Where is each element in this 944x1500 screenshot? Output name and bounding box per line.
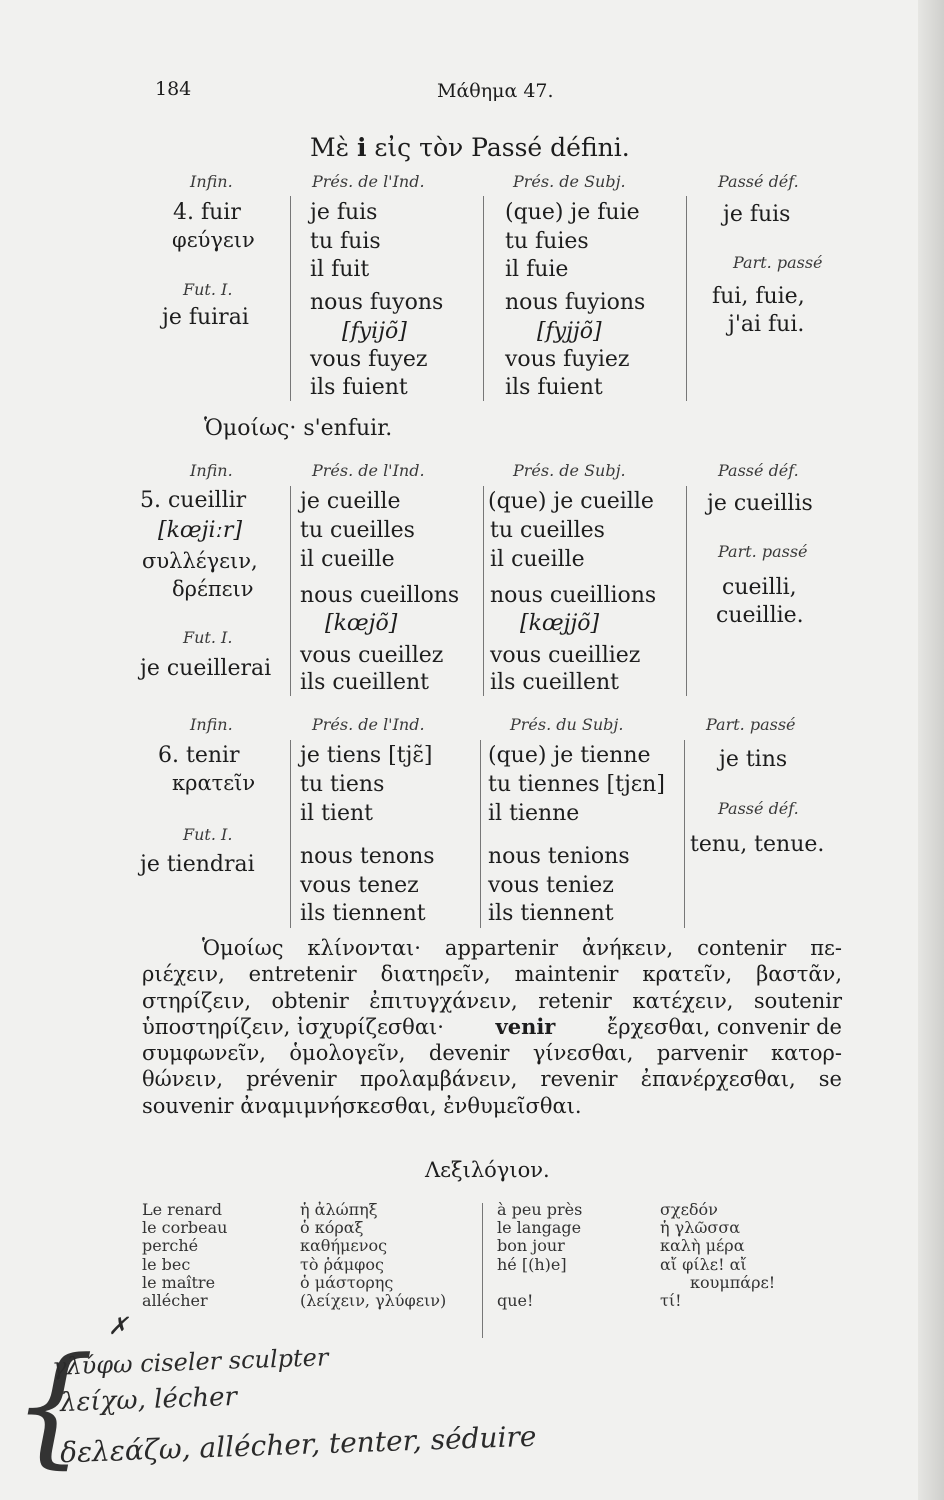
pres-subj-label: Prés. de Subj. (513, 461, 626, 480)
conj-line: il cueille (300, 547, 395, 572)
phonetic: [kœjiːr] (158, 518, 243, 543)
fut-label: Fut. I. (183, 628, 233, 647)
handwritten-note: δελεάζω, allécher, tenter, séduire (59, 1419, 537, 1470)
infin-label: Infin. (190, 172, 233, 191)
vocab-col-greek-2: σχεδόν ἡ γλῶσσα καλὴ μέρα αἴ φίλε! αἴ κουμπάρε! τί! (660, 1200, 776, 1311)
conj-line: ils cueillent (300, 670, 430, 695)
vocab-col-french-2: à peu près le langage bon jour hé [(h)e] que! (497, 1200, 583, 1310)
para-line: Ὁμοίως κλίνονται· appartenir ἀνήκειν, contenir πε- (202, 936, 842, 960)
para-line: θώνειν, prévenir προλαμβάνειν, revenir ἐπανέρχεσθαι, se (142, 1067, 842, 1092)
para-line: souvenir ἀναμιμνήσκεσθαι, ἐνθυμεῖσθαι. (142, 1093, 582, 1118)
conj-line: nous cueillions (490, 583, 657, 608)
verb-infinitive: 6. tenir (158, 743, 240, 768)
column-rule (290, 486, 291, 696)
column-rule (483, 486, 484, 696)
conj-line: vous cueilliez (490, 643, 641, 668)
participe: j'ai fui. (728, 312, 805, 337)
column-rule (290, 740, 291, 928)
future-form: je tiendrai (140, 852, 255, 877)
handwritten-mark: ✗ (108, 1312, 129, 1340)
conj-line: nous tenions (488, 844, 630, 869)
conj-line: ils cueillent (490, 670, 620, 695)
conj-line: (que) je tienne (488, 743, 651, 768)
column-rule (290, 196, 291, 401)
conj-line: vous tenez (300, 873, 419, 898)
pres-subj-label: Prés. de Subj. (513, 172, 626, 191)
pres-subj-label: Prés. du Subj. (510, 715, 624, 734)
conj-line: vous teniez (488, 873, 614, 898)
phonetic: [kœjjõ] (520, 611, 600, 636)
running-head: Μάθημα 47. (437, 80, 554, 102)
passe-defini: je tins (719, 747, 788, 772)
section-title: Μὲ i εἰς τὸν Passé défini. (310, 133, 630, 162)
col4-label: Passé déf. (718, 172, 799, 191)
passe-defini: je fuis (723, 202, 791, 227)
conj-line: il tienne (488, 801, 580, 826)
vocab-rule (482, 1203, 483, 1338)
col4-label: Part. passé (706, 715, 796, 734)
conj-line: ils tiennent (488, 901, 614, 926)
infin-label: Infin. (190, 461, 233, 480)
pres-ind-label: Prés. de l'Ind. (312, 461, 425, 480)
column-rule (686, 196, 687, 401)
para-line: ριέχειν, entretenir διατηρεῖν, maintenir κρατεῖν, βαστᾶν, (142, 962, 842, 987)
greek-translation: δρέπειν (172, 577, 254, 601)
column-rule (686, 486, 687, 696)
conj-line: il fuie (505, 257, 569, 282)
fut-label: Fut. I. (183, 825, 233, 844)
infin-label: Infin. (190, 715, 233, 734)
page-edge (918, 0, 944, 1500)
conj-line: nous cueillons (300, 583, 460, 608)
conj-line: vous fuyiez (505, 347, 630, 372)
conj-line: tu cueilles (300, 518, 415, 543)
conj-line: ils tiennent (300, 901, 426, 926)
conj-line: ils fuient (310, 375, 408, 400)
col4-label: Passé déf. (718, 461, 799, 480)
conj-line: il fuit (310, 257, 370, 282)
conj-line: nous tenons (300, 844, 435, 869)
conj-line: nous fuyions (505, 290, 646, 315)
phonetic: [kœjõ] (325, 611, 398, 636)
para-line: ὑποστηρίζειν, ἰσχυρίζεσθαι· venir ἔρχεσθαι, convenir de (142, 1013, 842, 1039)
column-rule (684, 740, 685, 928)
similar-verbs-paragraph (142, 935, 842, 1119)
conj-line: (que) je fuie (505, 200, 640, 225)
handwritten-note: λείχω, lécher (59, 1381, 238, 1419)
conj-line: je fuis (310, 200, 378, 225)
passe-defini: je cueillis (707, 491, 813, 516)
greek-translation: συλλέγειν, (142, 549, 258, 573)
verb-infinitive: 4. fuir (173, 200, 241, 225)
conj-line: je tiens [tjɛ̃] (300, 743, 433, 768)
note: Ὁμοίως· s'enfuir. (204, 416, 393, 441)
conj-line: il tient (300, 801, 373, 826)
greek-translation: κρατεῖν (172, 771, 256, 795)
column-rule (483, 196, 484, 401)
page-number: 184 (155, 78, 192, 100)
conj-line: (que) je cueille (488, 489, 654, 514)
conj-line: ils fuient (505, 375, 603, 400)
handwritten-brace: { (12, 1329, 95, 1481)
fut-label: Fut. I. (183, 280, 233, 299)
col4-label: Part. passé (733, 253, 823, 272)
conj-line: tu cueilles (490, 518, 605, 543)
greek-translation: φεύγειν (172, 228, 255, 252)
para-line: συμφωνεῖν, ὁμολογεῖν, devenir γίνεσθαι, parvenir κατορ- (142, 1041, 842, 1066)
pres-ind-label: Prés. de l'Ind. (312, 172, 425, 191)
conj-line: tu tiennes [tjɛn] (488, 772, 665, 797)
vocab-col-greek: ἡ ἀλώπηξ ὁ κόραξ καθήμενος τὸ ῥάμφος ὁ μάστορης (λείχειν, γλύφειν) (300, 1200, 447, 1311)
phonetic: [fyjjõ] (537, 319, 602, 344)
conj-line: tu fuies (505, 229, 589, 254)
pres-ind-label: Prés. de l'Ind. (312, 715, 425, 734)
future-form: je fuirai (162, 305, 249, 330)
conj-line: nous fuyons (310, 290, 444, 315)
conj-line: il cueille (490, 547, 585, 572)
participe: cueilli, (722, 575, 797, 600)
para-line: στηρίζειν, obtenir ἐπιτυγχάνειν, retenir κατέχειν, soutenir (142, 988, 842, 1013)
participe: tenu, tenue. (690, 832, 825, 857)
column-rule (480, 740, 481, 928)
conj-line: tu fuis (310, 229, 381, 254)
participe: cueillie. (716, 603, 804, 628)
participe: fui, fuie, (712, 284, 805, 309)
vocabulary-heading: Λεξιλόγιον. (425, 1158, 550, 1182)
verb-infinitive: 5. cueillir (140, 488, 247, 513)
col4-label: Part. passé (718, 542, 808, 561)
conj-line: tu tiens (300, 772, 385, 797)
col4-label: Passé déf. (718, 799, 799, 818)
vocab-col-french: Le renard le corbeau perché le bec le maître allécher (142, 1200, 228, 1311)
phonetic: [fyijõ] (342, 319, 407, 344)
handwritten-note: γλύφω ciseler sculpter (51, 1343, 329, 1381)
conj-line: vous cueillez (300, 643, 444, 668)
future-form: je cueillerai (140, 656, 272, 681)
conj-line: je cueille (300, 489, 401, 514)
conj-line: vous fuyez (310, 347, 428, 372)
